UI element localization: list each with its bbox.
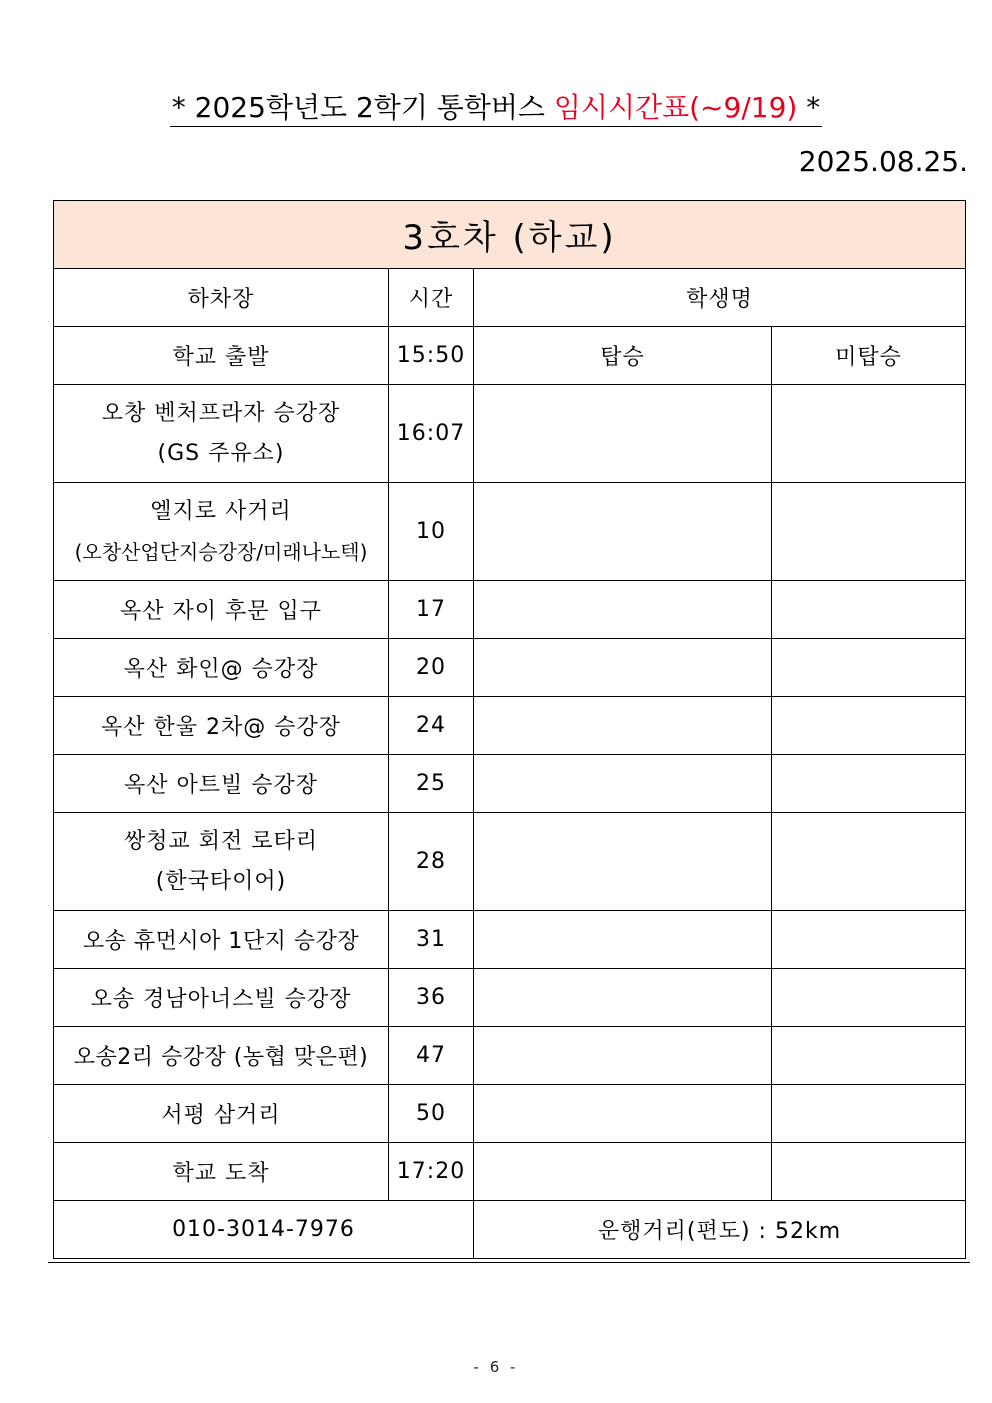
stop-name-line1: 옥산 자이 후문 입구 <box>120 599 322 624</box>
boarded-cell[interactable] <box>474 385 772 483</box>
not-boarded-header: 미탑승 <box>772 327 966 385</box>
stop-time: 17:20 <box>389 1143 474 1201</box>
stop-name-line2: (오창산업단지승강장/미래나노텍) <box>74 539 368 564</box>
stop-name-line1: 옥산 한울 2차@ 승강장 <box>101 715 341 740</box>
stop-time: 50 <box>389 1085 474 1143</box>
not-boarded-cell[interactable] <box>772 969 966 1027</box>
stop-name <box>54 697 389 755</box>
stop-name <box>54 1027 389 1085</box>
stop-name-line1: 오송 경남아너스빌 승강장 <box>90 987 352 1012</box>
stop-name-line1: 엘지로 사거리 <box>150 498 292 524</box>
stop-time: 31 <box>389 911 474 969</box>
boarded-header: 탑승 <box>474 327 772 385</box>
stop-name-line1: 학교 도착 <box>172 1161 270 1186</box>
document-date: 2025.08.25. <box>798 145 968 178</box>
stop-time: 36 <box>389 969 474 1027</box>
footer-row <box>54 1201 966 1259</box>
stop-name-line2: (GS 주유소) <box>157 440 285 466</box>
stop-name-line2: (한국타이어) <box>155 868 287 894</box>
boarded-cell[interactable] <box>474 483 772 581</box>
stop-row <box>54 1027 966 1085</box>
banner-row <box>54 201 966 269</box>
not-boarded-cell[interactable] <box>772 1085 966 1143</box>
boarded-cell[interactable] <box>474 969 772 1027</box>
header-time: 시간 <box>389 269 474 327</box>
stop-time: 17 <box>389 581 474 639</box>
stop-name <box>54 755 389 813</box>
stop-name <box>54 969 389 1027</box>
stop-name-line1: 서평 삼거리 <box>161 1103 281 1128</box>
stop-name <box>54 385 389 483</box>
stop-row <box>54 1085 966 1143</box>
stop-name-line1: 오송2리 승강장 (농협 맞은편) <box>73 1045 369 1070</box>
stop-time: 47 <box>389 1027 474 1085</box>
not-boarded-cell[interactable] <box>772 1143 966 1201</box>
stop-row <box>54 813 966 911</box>
stop-name <box>54 813 389 911</box>
stop-row <box>54 755 966 813</box>
stop-time: 25 <box>389 755 474 813</box>
stop-name <box>54 581 389 639</box>
bottom-rule <box>48 1262 970 1263</box>
page-number: - 6 - <box>473 1358 519 1376</box>
stop-time: 10 <box>389 483 474 581</box>
boarded-cell[interactable] <box>474 755 772 813</box>
stop-row <box>54 581 966 639</box>
boarded-cell[interactable] <box>474 639 772 697</box>
route-distance: 운행거리(편도) : 52km <box>474 1201 966 1259</box>
stop-row <box>54 1143 966 1201</box>
not-boarded-cell[interactable] <box>772 755 966 813</box>
boarded-cell[interactable] <box>474 813 772 911</box>
stop-name-line1: 오송 휴먼시아 1단지 승강장 <box>82 929 360 954</box>
header-row <box>54 269 966 327</box>
stop-row <box>54 385 966 483</box>
start-stop: 학교 출발 <box>54 327 389 385</box>
stop-row <box>54 697 966 755</box>
title-suffix: * <box>797 91 821 124</box>
stop-name <box>54 1143 389 1201</box>
boarded-cell[interactable] <box>474 697 772 755</box>
stop-name-line1: 옥산 화인@ 승강장 <box>123 657 319 682</box>
boarded-cell[interactable] <box>474 911 772 969</box>
not-boarded-cell[interactable] <box>772 581 966 639</box>
stop-time: 16:07 <box>389 385 474 483</box>
stop-name <box>54 483 389 581</box>
header-stop: 하차장 <box>54 269 389 327</box>
stop-name <box>54 1085 389 1143</box>
title-underline <box>170 91 822 127</box>
driver-phone: 010-3014-7976 <box>54 1201 474 1259</box>
not-boarded-cell[interactable] <box>772 697 966 755</box>
not-boarded-cell[interactable] <box>772 639 966 697</box>
not-boarded-cell[interactable] <box>772 1027 966 1085</box>
boarded-cell[interactable] <box>474 581 772 639</box>
stop-name-line1: 옥산 아트빌 승강장 <box>123 773 318 798</box>
boarded-cell[interactable] <box>474 1143 772 1201</box>
stop-row <box>54 969 966 1027</box>
not-boarded-cell[interactable] <box>772 911 966 969</box>
start-time: 15:50 <box>389 327 474 385</box>
not-boarded-cell[interactable] <box>772 385 966 483</box>
stop-row <box>54 911 966 969</box>
stop-name <box>54 639 389 697</box>
boarded-cell[interactable] <box>474 1027 772 1085</box>
stop-name-line1: 오창 벤처프라자 승강장 <box>101 400 341 426</box>
stop-time: 20 <box>389 639 474 697</box>
stop-time: 28 <box>389 813 474 911</box>
stop-name-line1: 쌍청교 회전 로타리 <box>123 828 318 854</box>
stop-row <box>54 483 966 581</box>
boarded-cell[interactable] <box>474 1085 772 1143</box>
stop-time: 24 <box>389 697 474 755</box>
not-boarded-cell[interactable] <box>772 483 966 581</box>
document-title <box>0 88 992 128</box>
title-highlight: 임시시간표(~9/19) <box>553 91 798 124</box>
stop-name <box>54 911 389 969</box>
bus-route-banner: 3호차 (하교) <box>54 201 966 269</box>
not-boarded-cell[interactable] <box>772 813 966 911</box>
bus-schedule-table <box>53 200 966 1259</box>
start-row <box>54 327 966 385</box>
title-prefix: * 2025학년도 2학기 통학버스 <box>171 91 554 124</box>
header-students: 학생명 <box>474 269 966 327</box>
stop-row <box>54 639 966 697</box>
